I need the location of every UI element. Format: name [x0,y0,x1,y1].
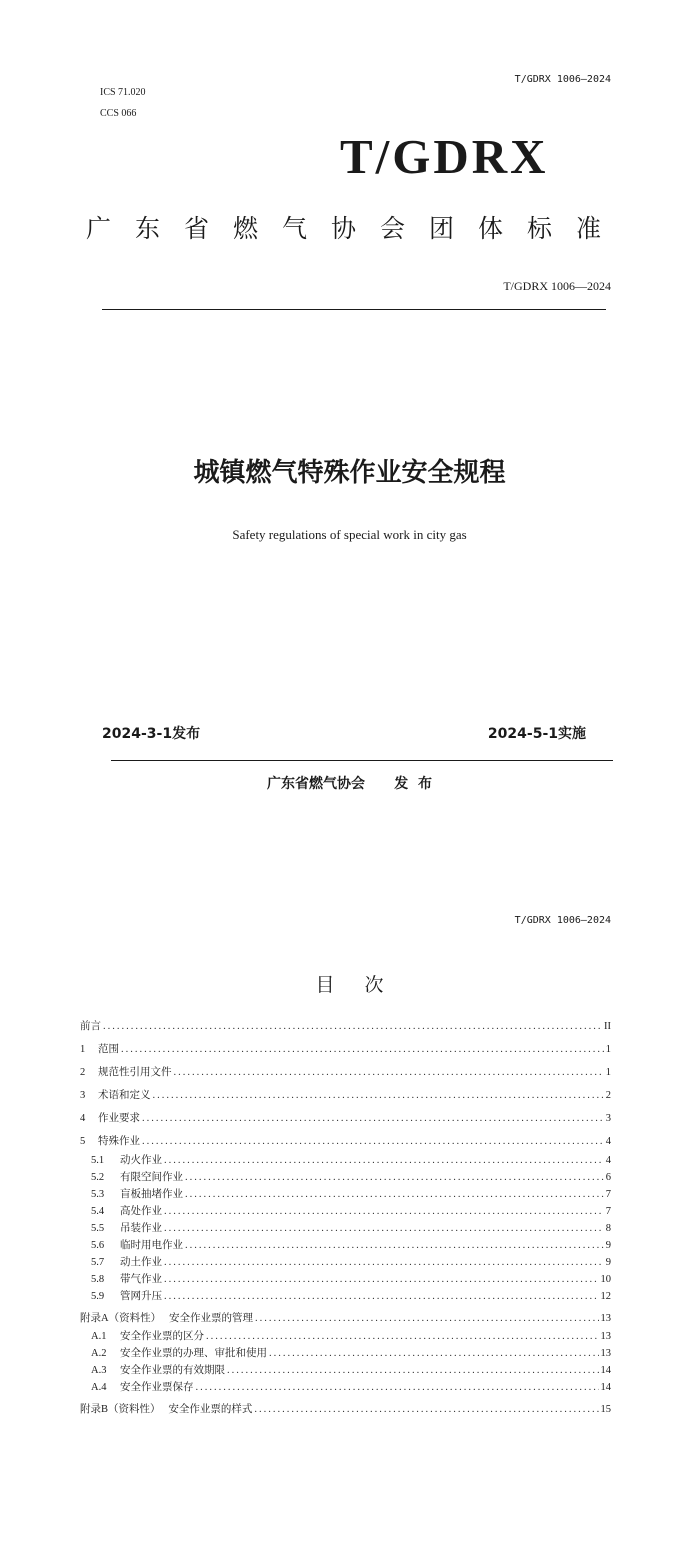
toc-entry-page: 12 [600,1291,611,1302]
toc-entry-title: 术语和定义 [98,1090,151,1101]
toc-entry-number: 2 [80,1067,86,1078]
toc-heading: 目次 [315,974,414,996]
toc-entry-page: 8 [605,1223,611,1234]
toc-entry-number: 5 [80,1136,86,1147]
toc-entry-title: 附录B（资料性） 安全作业票的样式 [80,1404,253,1415]
toc-entry-number: A.3 [91,1365,107,1376]
toc-entry-title: 安全作业票保存 [120,1382,194,1393]
toc-entry-number: 5.3 [91,1189,105,1200]
toc-leader-dots [206,1331,599,1342]
toc-entry[interactable] [80,1310,611,1325]
toc-entry-page: II [604,1021,611,1032]
toc-entry[interactable] [91,1169,611,1184]
toc-entry-page: 9 [605,1257,611,1268]
toc-entry-page: 10 [600,1274,611,1285]
toc-entry-title: 作业要求 [98,1113,140,1124]
toc-leader-dots [164,1206,604,1217]
toc-leader-dots [255,1313,599,1324]
toc-entry-page: 4 [605,1136,611,1147]
toc-entry[interactable] [80,1018,611,1033]
toc-leader-dots [196,1382,599,1393]
toc-entry-title: 盲板抽堵作业 [120,1189,183,1200]
toc-entry[interactable] [80,1133,611,1148]
toc-entry-page: 2 [605,1090,611,1101]
toc-entry-page: 3 [605,1113,611,1124]
toc-entry[interactable] [91,1362,611,1377]
toc-entry-number: 3 [80,1090,86,1101]
toc-entry[interactable] [91,1203,611,1218]
toc-entry-title: 高处作业 [120,1206,162,1217]
toc-entry-number: 5.1 [91,1155,105,1166]
toc-entry-title: 临时用电作业 [120,1240,183,1251]
toc-leader-dots [164,1274,599,1285]
toc-entry[interactable] [91,1186,611,1201]
standard-type-heading: 广东省燃气协会团体标准 [85,214,625,243]
toc-entry-page: 4 [605,1155,611,1166]
toc-entry[interactable] [80,1064,611,1079]
toc-leader-dots [142,1136,604,1147]
toc-entry-title: 附录A（资料性） 安全作业票的管理 [80,1313,253,1324]
toc-leader-dots [103,1021,602,1032]
toc-leader-dots [174,1067,604,1078]
toc-entry[interactable] [80,1041,611,1056]
toc-entry-number: 5.4 [91,1206,105,1217]
toc-entry-title: 范围 [98,1044,119,1055]
toc-entry[interactable] [91,1379,611,1394]
document-subtitle-english: Safety regulations of special work in city gas [232,527,467,542]
toc-leader-dots [164,1291,599,1302]
toc-entry[interactable] [80,1087,611,1102]
toc-entry-page: 9 [605,1240,611,1251]
toc-header-code: T/GDRX 1006—2024 [514,915,611,926]
toc-entry-title: 有限空间作业 [120,1172,183,1183]
toc-leader-dots [164,1257,604,1268]
toc-leader-dots [153,1090,604,1101]
toc-leader-dots [254,1404,598,1415]
standard-number: T/GDRX 1006—2024 [503,279,611,293]
toc-entry-page: 14 [600,1365,611,1376]
toc-entry[interactable] [91,1220,611,1235]
toc-entry-page: 14 [600,1382,611,1393]
toc-entry-title: 管网升压 [120,1291,162,1302]
toc-leader-dots [185,1240,604,1251]
toc-entry-page: 13 [600,1313,611,1324]
toc-entry-number: 5.5 [91,1223,105,1234]
divider-line [111,760,613,761]
toc-entry[interactable] [80,1401,611,1416]
ccs-code: CCS 066 [100,108,137,119]
toc-leader-dots [269,1348,599,1359]
toc-leader-dots [185,1189,604,1200]
toc-leader-dots [164,1223,604,1234]
toc-entry-title: 吊装作业 [120,1223,162,1234]
toc-entry[interactable] [91,1328,611,1343]
toc-entry-page: 1 [605,1044,611,1055]
toc-entry-title: 特殊作业 [98,1136,140,1147]
toc-entry[interactable] [91,1288,611,1303]
toc-entry[interactable] [91,1152,611,1167]
toc-entry-title: 带气作业 [120,1274,162,1285]
toc-entry-title: 规范性引用文件 [98,1067,172,1078]
toc-entry-number: 5.9 [91,1291,105,1302]
toc-entry[interactable] [80,1110,611,1125]
header-standard-code: T/GDRX 1006—2024 [514,74,611,85]
document-title: 城镇燃气特殊作业安全规程 [193,458,506,488]
toc-entry-number: 4 [80,1113,86,1124]
toc-entry[interactable] [91,1271,611,1286]
toc-entry-page: 7 [605,1206,611,1217]
toc-entry[interactable] [91,1237,611,1252]
toc-entry-page: 7 [605,1189,611,1200]
toc-entry-page: 13 [600,1331,611,1342]
implementation-date: 2024-5-1实施 [487,726,586,742]
toc-entry-title: 安全作业票的有效期限 [120,1365,225,1376]
toc-entry-title: 安全作业票的办理、审批和使用 [120,1348,267,1359]
toc-entry-title: 动火作业 [120,1155,162,1166]
publisher: 广东省燃气协会 发 布 [267,776,432,792]
toc-entry-page: 15 [600,1404,611,1415]
toc-leader-dots [227,1365,599,1376]
toc-entry-number: 1 [80,1044,86,1055]
toc-entry-number: 5.7 [91,1257,105,1268]
ics-code: ICS 71.020 [100,87,146,98]
toc-leader-dots [121,1044,604,1055]
toc-leader-dots [164,1155,604,1166]
toc-entry-number: 5.6 [91,1240,105,1251]
issue-date: 2024-3-1发布 [102,726,201,742]
toc-entry-title: 前言 [80,1021,101,1032]
toc-entry-page: 13 [600,1348,611,1359]
toc-entry-number: 5.8 [91,1274,105,1285]
standard-logo: T/GDRX [340,129,549,184]
toc-entry-title: 动土作业 [120,1257,162,1268]
toc-entry-number: 5.2 [91,1172,105,1183]
toc-entry-title: 安全作业票的区分 [120,1331,204,1342]
toc-entry-number: A.4 [91,1382,107,1393]
toc-leader-dots [142,1113,604,1124]
toc-entry[interactable] [91,1254,611,1269]
toc-entry-number: A.2 [91,1348,107,1359]
toc-entry[interactable] [91,1345,611,1360]
toc-entry-number: A.1 [91,1331,107,1342]
toc-entry-page: 1 [605,1067,611,1078]
toc-leader-dots [185,1172,604,1183]
toc-entry-page: 6 [605,1172,611,1183]
divider-line [102,309,606,310]
